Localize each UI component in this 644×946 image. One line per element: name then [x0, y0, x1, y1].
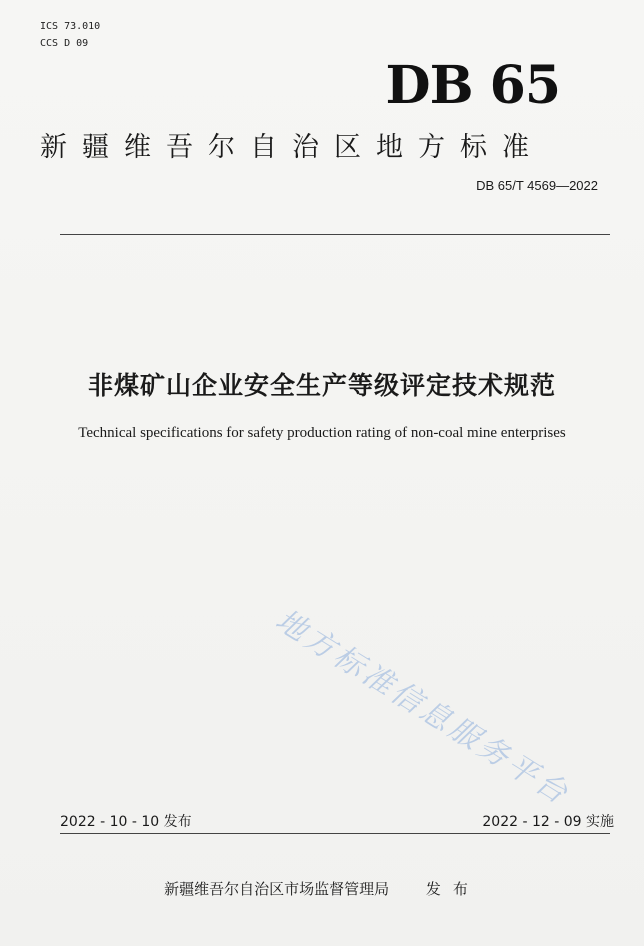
classification-codes — [40, 18, 100, 52]
bottom-divider — [60, 833, 610, 834]
watermark: 地方标准信息服务平台 — [269, 602, 577, 813]
issuing-authority: 新疆维吾尔自治区市场监督管理局 — [164, 880, 390, 898]
issue-date: 2022 - 10 - 10 发布 — [60, 814, 192, 830]
implementation-date: 2022 - 12 - 09 实施 — [482, 814, 614, 830]
title-chinese: 非煤矿山企业安全生产等级评定技术规范 — [87, 371, 556, 400]
db-logo: DB 65 — [385, 55, 560, 116]
issue-action: 发布 — [425, 880, 480, 898]
title-english: Technical specifications for safety production rating of non-coal mine enterprises — [78, 425, 566, 441]
issuer-line — [0, 878, 644, 899]
ccs-code: CCS D 09 — [40, 38, 89, 49]
standard-class: 新疆维吾尔自治区地方标准 — [40, 132, 544, 163]
ics-code: ICS 73.010 — [40, 21, 101, 32]
standard-number: DB 65/T 4569—2022 — [476, 178, 598, 193]
top-divider — [60, 234, 610, 235]
